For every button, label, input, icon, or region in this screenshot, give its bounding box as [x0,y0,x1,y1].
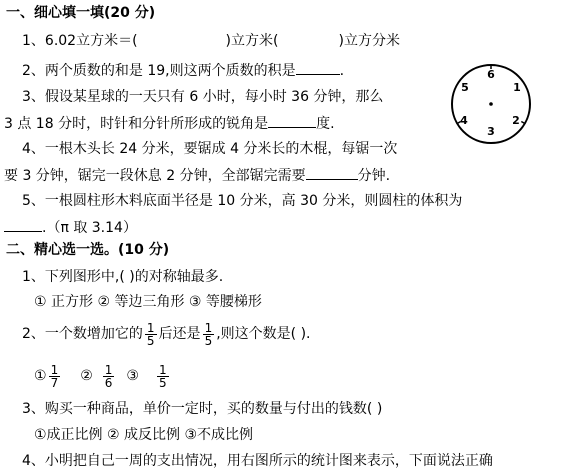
question-2-2-options [34,358,171,394]
clock-number-6: 6 [487,68,495,81]
question-2-1: 1、下列图形中,( )的对称轴最多. [22,269,224,285]
q3-answer-blank [268,113,316,128]
q5-answer-blank [4,217,42,232]
clock-tick-2 [521,122,525,124]
question-1-3-line1: 3、假设某星球的一天只有 6 小时，每小时 36 分钟，那么 [22,89,384,105]
q1-suffix: )立方分米 [338,33,400,49]
q2-2-fraction-1: $\frac{1}{5}$ [146,320,155,348]
question-2-2 [22,316,310,352]
question-2-4: 4、小明把自己一周的支出情况，用右图所示的统计图来表示，下面说法正确 [22,453,493,469]
q3-line2-text: 3 点 18 分时，时针和分针所形成的锐角是 [4,116,269,132]
question-1-4-line2 [4,165,390,185]
question-1-1 [22,32,400,50]
q2-2-prefix: 2、一个数增加它的 [22,326,143,342]
question-1-5-line1: 5、一根圆柱形木料底面半径是 10 分米，高 30 分米，则圆柱的体积为 [22,193,463,209]
clock-number-3: 3 [487,125,495,138]
q2-answer-blank [296,60,340,75]
q2-2-opt3-marker: ③ [126,368,139,384]
q2-2-option-3-fraction: $\frac{1}{5}$ [158,362,167,390]
clock-number-1: 1 [513,81,521,94]
q2-2-opt1-marker: ① [34,368,47,384]
question-1-3-line2 [4,113,335,133]
section1-title: 一、细心填一填(20 分) [6,5,156,21]
q4-end: 分钟. [357,168,391,184]
clock-figure [449,62,533,146]
section2-title: 二、精心选一选。(10 分) [6,242,170,258]
clock-number-4: 4 [460,114,468,127]
question-1-5-line2 [4,217,137,237]
question-2-3-options: ①成正比例 ② 成反比例 ③不成比例 [34,427,254,443]
q5-line2-text: .（π 取 3.14） [42,220,137,236]
question-2-1-options: ① 正方形 ② 等边三角形 ③ 等腰梯形 [34,294,262,310]
q1-prefix: 1、6.02立方米＝( [22,33,138,49]
q3-end: 度. [316,116,335,132]
question-1-2 [22,60,344,80]
q4-line2-text: 要 3 分钟，锯完一段休息 2 分钟，全部锯完需要 [4,168,306,184]
question-2-3: 3、购买一种商品，单价一定时，买的数量与付出的钱数( ) [22,401,383,417]
q2-2-fraction-2: $\frac{1}{5}$ [204,320,213,348]
q2-end: . [339,63,345,79]
q1-mid: )立方米( [225,33,279,49]
q2-2-option-1-fraction: $\frac{1}{7}$ [50,362,59,390]
q2-2-mid: 后还是 [158,326,201,342]
clock-center-dot [489,102,493,106]
clock-number-2: 2 [512,114,520,127]
q2-text: 2、两个质数的和是 19,则这两个质数的积是 [22,63,296,79]
q2-2-opt2-marker: ② [80,368,93,384]
clock-number-5: 5 [461,81,469,94]
q2-2-option-2-fraction: $\frac{1}{6}$ [104,362,113,390]
q2-2-suffix: ,则这个数是( ). [216,326,311,342]
question-1-4-line1: 4、一根木头长 24 分米，要锯成 4 分米长的木棍，每锯一次 [22,141,398,157]
q4-answer-blank [306,165,358,180]
